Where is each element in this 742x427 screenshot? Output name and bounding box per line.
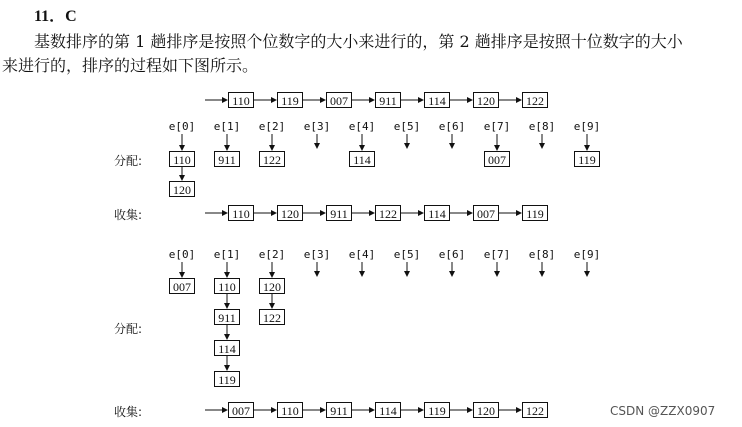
bucket-label-6: e[6] [438, 120, 466, 133]
pass1-collect-label: 收集: [114, 208, 143, 222]
bucket-label-2: e[2] [258, 248, 286, 261]
bucket-item: 110 [169, 151, 195, 167]
bucket-label-8: e[8] [528, 120, 556, 133]
bucket-label-1: e[1] [213, 120, 241, 133]
explanation-line-2: 来进行的，排序的过程如下图所示。 [2, 56, 259, 75]
bucket-label-3: e[3] [303, 120, 331, 133]
initial-sequence-item: 120 [473, 92, 499, 108]
bucket-item: 007 [484, 151, 510, 167]
bucket-item: 120 [259, 278, 285, 294]
explanation-line-1: 基数排序的第 1 趟排序是按照个位数字的大小来进行的，第 2 趟排序是按照十位数字的大小 [34, 32, 683, 51]
bucket-item: 911 [214, 309, 240, 325]
bucket-item: 122 [259, 309, 285, 325]
initial-sequence-item: 114 [424, 92, 450, 108]
initial-sequence-item: 911 [375, 92, 401, 108]
bucket-item: 119 [574, 151, 600, 167]
bucket-label-9: e[9] [573, 120, 601, 133]
bucket-label-4: e[4] [348, 248, 376, 261]
bucket-label-6: e[6] [438, 248, 466, 261]
answer-heading: 11．C [34, 8, 77, 25]
bucket-item: 911 [214, 151, 240, 167]
bucket-label-4: e[4] [348, 120, 376, 133]
pass2-collected-item: 120 [473, 402, 499, 418]
bucket-item: 119 [214, 371, 240, 387]
pass2-collected-item: 007 [228, 402, 254, 418]
pass2-collect-label: 收集: [114, 405, 143, 419]
pass1-collected-item: 119 [522, 205, 548, 221]
pass1-collected-item: 007 [473, 205, 499, 221]
bucket-label-5: e[5] [393, 120, 421, 133]
pass1-collected-item: 110 [228, 205, 254, 221]
bucket-label-0: e[0] [168, 120, 196, 133]
bucket-item: 114 [349, 151, 375, 167]
pass1-collected-item: 120 [277, 205, 303, 221]
bucket-label-9: e[9] [573, 248, 601, 261]
watermark: CSDN @ZZX0907 [610, 404, 716, 418]
pass1-collected-item: 122 [375, 205, 401, 221]
bucket-label-2: e[2] [258, 120, 286, 133]
bucket-label-8: e[8] [528, 248, 556, 261]
bucket-item: 114 [214, 340, 240, 356]
pass1-collected-item: 911 [326, 205, 352, 221]
pass1-distribute-label: 分配: [114, 154, 143, 168]
bucket-label-3: e[3] [303, 248, 331, 261]
bucket-item: 120 [169, 181, 195, 197]
initial-sequence-item: 119 [277, 92, 303, 108]
bucket-item: 007 [169, 278, 195, 294]
pass1-collected-item: 114 [424, 205, 450, 221]
bucket-label-7: e[7] [483, 248, 511, 261]
pass2-collected-item: 119 [424, 402, 450, 418]
pass2-distribute-label: 分配: [114, 322, 143, 336]
initial-sequence-item: 110 [228, 92, 254, 108]
initial-sequence-item: 122 [522, 92, 548, 108]
pass2-collected-item: 114 [375, 402, 401, 418]
initial-sequence-item: 007 [326, 92, 352, 108]
pass2-collected-item: 911 [326, 402, 352, 418]
pass2-collected-item: 122 [522, 402, 548, 418]
bucket-label-1: e[1] [213, 248, 241, 261]
bucket-item: 122 [259, 151, 285, 167]
bucket-item: 110 [214, 278, 240, 294]
bucket-label-0: e[0] [168, 248, 196, 261]
pass2-collected-item: 110 [277, 402, 303, 418]
bucket-label-5: e[5] [393, 248, 421, 261]
bucket-label-7: e[7] [483, 120, 511, 133]
